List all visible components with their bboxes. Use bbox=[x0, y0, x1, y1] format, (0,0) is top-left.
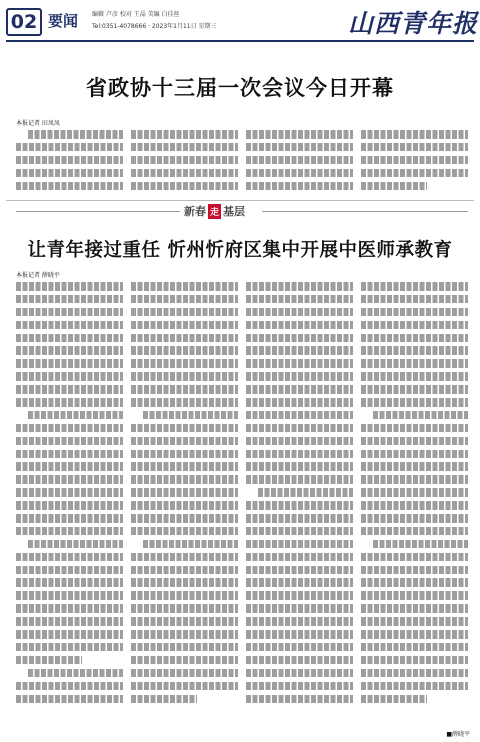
article1-title: 省政协十三届一次会议今日开幕 bbox=[86, 76, 394, 100]
article2-body bbox=[16, 282, 468, 722]
header-rule bbox=[6, 40, 474, 42]
contact-date: Tel:0351-4078666 · 2023年1月11日 星期三 bbox=[92, 23, 217, 30]
column-prefix: 新春 bbox=[184, 205, 206, 218]
article1-byline: 本报记者 田凤凤 bbox=[16, 120, 60, 127]
article1-body bbox=[16, 130, 468, 198]
column-suffix: 基层 bbox=[223, 205, 246, 218]
article2-title: 让青年接过重任 忻州忻府区集中开展中医师承教育 bbox=[27, 240, 453, 261]
column-rule-right bbox=[262, 211, 468, 212]
section-name: 要闻 bbox=[48, 12, 79, 30]
article1-col-2 bbox=[131, 130, 238, 198]
article2-author: ■薛晓平 bbox=[446, 731, 470, 738]
article1-col-4 bbox=[361, 130, 468, 198]
article1-col-1 bbox=[16, 130, 123, 198]
column-tag bbox=[184, 203, 245, 219]
page-header bbox=[0, 0, 480, 46]
page-number-box bbox=[6, 8, 42, 36]
article2-byline: 本报记者 薛晓平 bbox=[16, 272, 60, 279]
article2-col-4 bbox=[361, 282, 468, 722]
page-number: 02 bbox=[10, 11, 38, 33]
column-rule-left bbox=[16, 211, 180, 212]
article2-col-3 bbox=[246, 282, 353, 722]
article2-col-1 bbox=[16, 282, 123, 722]
newspaper-logo: 山西青年报 bbox=[348, 9, 479, 38]
editor-credits: 编辑 卢彦 校对 王晶 美编 白佳丝 bbox=[92, 11, 180, 18]
column-badge: 走 bbox=[208, 204, 221, 219]
section-divider bbox=[6, 200, 474, 201]
article2-col-2 bbox=[131, 282, 238, 722]
article1-col-3 bbox=[246, 130, 353, 198]
